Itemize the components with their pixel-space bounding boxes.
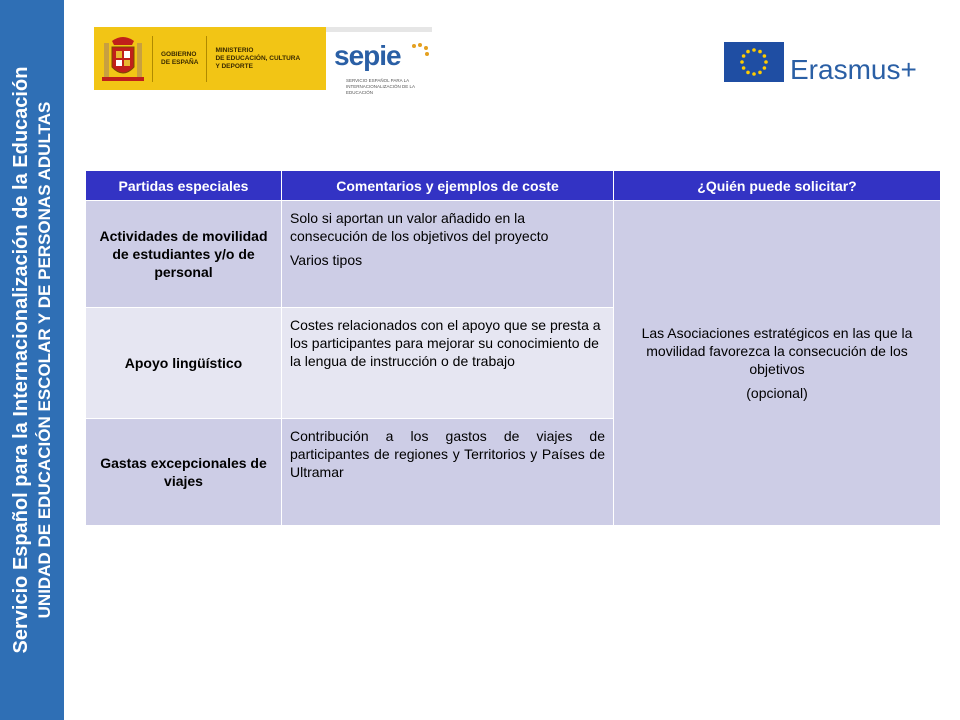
logo-separator [152,36,153,82]
comment-text: Contribución a los gastos de viajes de participantes de regiones y Territorios y Países de Ultramar [290,428,605,480]
min-line2: DE EDUCACIÓN, CULTURA [215,54,301,62]
sidebar-title: Servicio Español para la Internacionalización de la Educación [10,66,32,654]
sepie-logo [326,27,432,95]
sepie-sub1: SERVICIO ESPAÑOL PARA LA [346,78,410,83]
sidebar-subtitle: UNIDAD DE EDUCACIÓN ESCOLAR Y DE PERSONAS ADULTAS [35,101,54,619]
sidebar-text [8,0,56,720]
comment-text: Costes relacionados con el apoyo que se presta a los participantes para mejorar su conocimiento de la lengua de instrucción o de trabajo [290,317,601,369]
sepie-subtitle [346,78,432,96]
who-text: Las Asociaciones estratégicos en las que la movilidad favorezca la consecución de los objetivos [641,325,913,377]
erasmus-wordmark: Erasmus+ [790,54,917,85]
comment-text-secondary: Varios tipos [290,252,363,268]
sidebar-banner [0,0,64,720]
government-logo [94,27,326,90]
table-row [86,201,941,308]
row-category: Actividades de movilidad de estudiantes y/o de personal [86,201,282,308]
min-line1: MINISTERIO [215,46,254,54]
row-category: Gastas excepcionales de viajes [86,419,282,526]
logo-separator [206,36,207,82]
gobierno-text [161,51,198,67]
row-comment [282,201,614,308]
header-comentarios: Comentarios y ejemplos de coste [282,171,614,201]
min-line3: Y DEPORTE [215,62,253,70]
row-category: Apoyo lingüístico [86,308,282,419]
table-header-row [86,171,941,201]
special-items-table [85,170,941,526]
header-partidas: Partidas especiales [86,171,282,201]
sepie-sub2: INTERNACIONALIZACIÓN DE LA EDUCACIÓN [346,84,415,95]
row-comment [282,308,614,419]
erasmus-logo [724,40,924,84]
who-note: (opcional) [746,385,808,401]
ministerio-text [215,47,300,71]
header-quien: ¿Quién puede solicitar? [614,171,941,201]
gov-line1: GOBIERNO [161,50,197,58]
who-can-apply-cell [614,201,941,526]
sepie-wordmark: sepie [334,40,401,71]
gov-line2: DE ESPAÑA [161,58,199,66]
row-comment [282,419,614,526]
comment-text: Solo si aportan un valor añadido en la consecución de los objetivos del proyecto [290,210,549,244]
spain-crest-icon [102,33,144,85]
eu-flag-icon [724,42,784,82]
sepie-dots-icon [410,42,430,62]
